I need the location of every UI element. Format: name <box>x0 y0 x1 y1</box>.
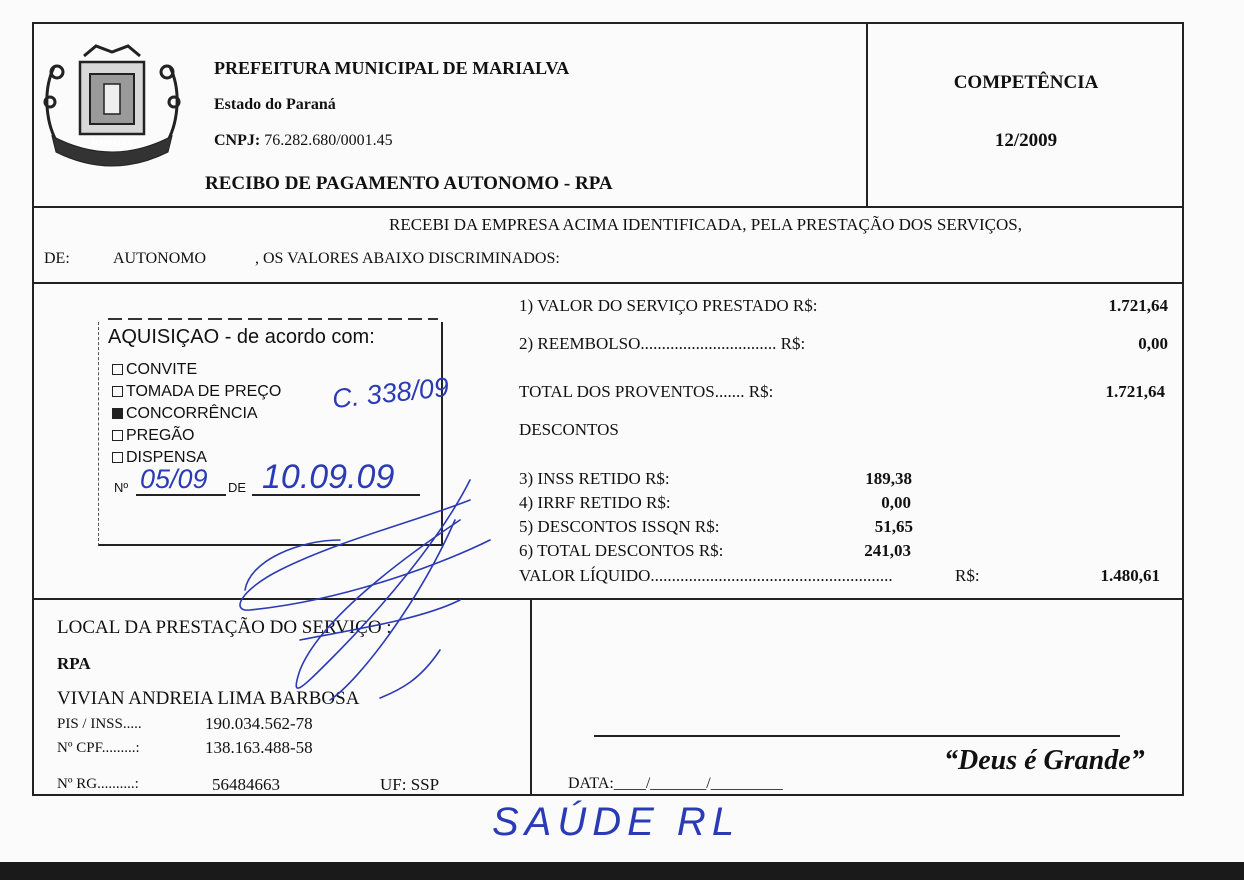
competencia-value: 12/2009 <box>994 130 1058 151</box>
state-name: Estado do Paraná <box>214 96 336 113</box>
reembolso-value: 0,00 <box>1138 334 1168 353</box>
motto: “Deus é Grande” <box>944 745 1145 776</box>
cpf-label: Nº CPF.........: <box>57 740 140 756</box>
option-label: CONCORRÊNCIA <box>126 405 258 422</box>
stamp-title: AQUISIÇAO - de acordo com: <box>108 326 375 348</box>
rg-value: 56484663 <box>212 775 280 794</box>
intro-line-2: , OS VALORES ABAIXO DISCRIMINADOS: <box>255 250 560 267</box>
irrf-value: 0,00 <box>881 493 911 512</box>
servico-value: 1.721,64 <box>1108 296 1168 315</box>
intro-line-1: RECEBI DA EMPRESA ACIMA IDENTIFICADA, PELA PRESTAÇÃO DOS SERVIÇOS, <box>389 215 1022 234</box>
handwritten-number: 05/09 <box>140 464 208 494</box>
pis-label: PIS / INSS..... <box>57 716 142 732</box>
document-title: RECIBO DE PAGAMENTO AUTONOMO - RPA <box>205 173 613 194</box>
handwritten-date: 10.09.09 <box>262 458 395 496</box>
de-value: AUTONOMO <box>113 250 207 267</box>
stamp-no-label: Nº <box>114 480 129 495</box>
pis-value: 190.034.562-78 <box>205 714 313 733</box>
liquido-currency: R$: <box>955 566 980 585</box>
total-proventos-label: TOTAL DOS PROVENTOS....... R$: <box>519 382 774 401</box>
local-value: RPA <box>57 654 91 673</box>
inss-value: 189,38 <box>865 469 912 488</box>
servico-label: 1) VALOR DO SERVIÇO PRESTADO R$: <box>519 296 818 315</box>
option-label: CONVITE <box>126 361 198 378</box>
total-descontos-value: 241,03 <box>864 541 911 560</box>
de-label: DE: <box>44 250 70 267</box>
contractor-name: VIVIAN ANDREIA LIMA BARBOSA <box>57 688 360 709</box>
handwritten-process: C. 338/09 <box>330 371 451 415</box>
cnpj-label: CNPJ: <box>214 132 261 149</box>
seal-text: MARIALVA <box>91 139 133 148</box>
issqn-value: 51,65 <box>874 517 913 536</box>
issqn-label: 5) DESCONTOS ISSQN R$: <box>519 517 720 536</box>
option-label: DISPENSA <box>126 449 207 466</box>
org-name: PREFEITURA MUNICIPAL DE MARIALVA <box>214 58 570 78</box>
inss-label: 3) INSS RETIDO R$: <box>519 469 670 488</box>
option-label: TOMADA DE PREÇO <box>126 383 282 400</box>
local-label: LOCAL DA PRESTAÇÃO DO SERVIÇO : <box>57 617 392 638</box>
uf-value: SSP <box>410 775 440 794</box>
liquido-value: 1.480,61 <box>1100 566 1160 585</box>
rg-label: Nº RG..........: <box>57 776 139 792</box>
total-descontos-label: 6) TOTAL DESCONTOS R$: <box>519 541 724 560</box>
descontos-label: DESCONTOS <box>519 420 619 439</box>
date-field: DATA:____/_______/_________ <box>568 775 783 792</box>
uf-label: UF: <box>380 775 407 794</box>
stamp-de-label: DE <box>228 480 247 495</box>
option-label: PREGÃO <box>126 427 195 444</box>
reembolso-label: 2) REEMBOLSO................................ R$: <box>519 334 806 353</box>
handwritten-note: SAÚDE RL <box>492 800 741 844</box>
competencia-label: COMPETÊNCIA <box>953 72 1099 93</box>
cnpj-value: 76.282.680/0001.45 <box>264 132 393 149</box>
total-proventos-value: 1.721,64 <box>1105 382 1165 401</box>
irrf-label: 4) IRRF RETIDO R$: <box>519 493 671 512</box>
liquido-label: VALOR LÍQUIDO......................................................... <box>519 566 893 585</box>
cpf-value: 138.163.488-58 <box>205 738 313 757</box>
